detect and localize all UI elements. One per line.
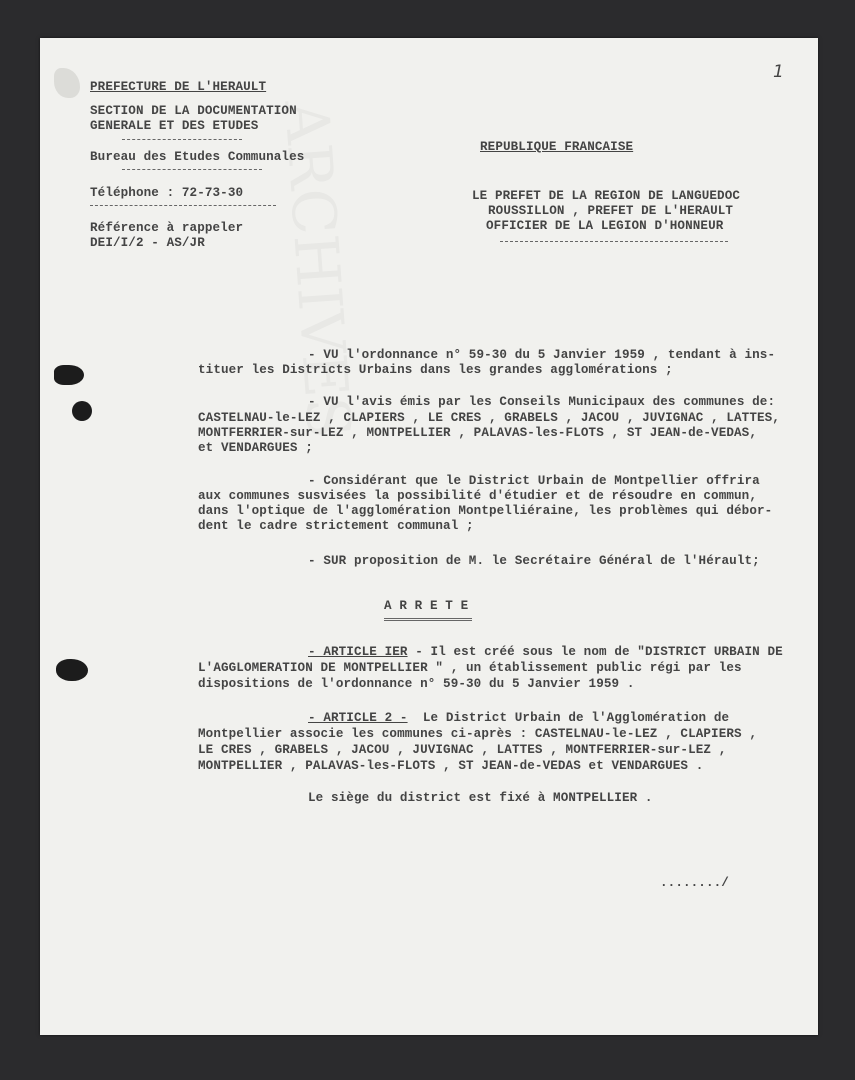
article-1-line-1 bbox=[308, 645, 783, 660]
article-2-line-1 bbox=[308, 711, 729, 726]
considerant-line-2: aux communes susvisées la possibilité d'étudier et de résoudre en commun, bbox=[198, 489, 757, 503]
divider bbox=[122, 169, 262, 170]
article-1-line-2: L'AGGLOMERATION DE MONTPELLIER " , un établissement public régi par les bbox=[198, 661, 742, 675]
sur-proposition: - SUR proposition de M. le Secrétaire Général de l'Hérault; bbox=[308, 554, 760, 568]
siege: Le siège du district est fixé à MONTPELLIER . bbox=[308, 791, 653, 805]
punch-hole-icon bbox=[72, 401, 92, 421]
divider bbox=[500, 241, 728, 242]
prefecture-title: PREFECTURE DE L'HERAULT bbox=[90, 80, 267, 94]
vu-ordonnance-line-1: - VU l'ordonnance n° 59-30 du 5 Janvier 1959 , tendant à ins- bbox=[308, 348, 776, 362]
document-page bbox=[40, 38, 818, 1035]
divider bbox=[90, 205, 276, 206]
republique-francaise: REPUBLIQUE FRANCAISE bbox=[480, 140, 634, 154]
vu-ordonnance-line-2: tituer les Districts Urbains dans les grandes agglomérations ; bbox=[198, 363, 673, 377]
vu-avis-line-4: et VENDARGUES ; bbox=[198, 441, 313, 455]
considerant-line-3: dans l'optique de l'agglomération Montpelliéraine, les problèmes qui débor- bbox=[198, 504, 773, 518]
reference-value: DEI/I/2 - AS/JR bbox=[90, 236, 205, 250]
divider bbox=[122, 139, 242, 140]
arrete-title: A R R E T E bbox=[384, 599, 469, 613]
article-2-line-3: LE CRES , GRABELS , JACOU , JUVIGNAC , LATTES , MONTFERRIER-sur-LEZ , bbox=[198, 743, 727, 757]
prefet-line-3: OFFICIER DE LA LEGION D'HONNEUR bbox=[486, 219, 724, 233]
punch-hole-icon bbox=[56, 659, 88, 681]
article-2-line-1-rest: Le District Urbain de l'Agglomération de bbox=[407, 711, 730, 725]
prefet-line-2: ROUSSILLON , PREFET DE L'HERAULT bbox=[488, 204, 734, 218]
continuation-mark: ......../ bbox=[660, 876, 729, 890]
article-1-line-3: dispositions de l'ordonnance n° 59-30 du 5 Janvier 1959 . bbox=[198, 677, 635, 691]
section-line-2: GENERALE ET DES ETUDES bbox=[90, 119, 259, 133]
punch-hole-icon bbox=[54, 365, 84, 385]
bureau: Bureau des Etudes Communales bbox=[90, 150, 305, 164]
watermark: ARCHIVES bbox=[270, 98, 364, 441]
article-1-line-1-rest: - Il est créé sous le nom de "DISTRICT URBAIN DE bbox=[407, 645, 783, 659]
article-2-line-4: MONTPELLIER , PALAVAS-les-FLOTS , ST JEAN-de-VEDAS et VENDARGUES . bbox=[198, 759, 704, 773]
vu-avis-line-2: CASTELNAU-le-LEZ , CLAPIERS , LE CRES , GRABELS , JACOU , JUVIGNAC , LATTES, bbox=[198, 411, 780, 425]
telephone: Téléphone : 72-73-30 bbox=[90, 186, 244, 200]
vu-avis-line-3: MONTFERRIER-sur-LEZ , MONTPELLIER , PALAVAS-les-FLOTS , ST JEAN-de-VEDAS, bbox=[198, 426, 757, 440]
considerant-line-1: - Considérant que le District Urbain de Montpellier offrira bbox=[308, 474, 760, 488]
article-2-line-2: Montpellier associe les communes ci-après : CASTELNAU-le-LEZ , CLAPIERS , bbox=[198, 727, 757, 741]
reference-label: Référence à rappeler bbox=[90, 221, 244, 235]
torn-corner-icon bbox=[54, 68, 80, 98]
article-1-label: - ARTICLE IER bbox=[308, 645, 408, 659]
considerant-line-4: dent le cadre strictement communal ; bbox=[198, 519, 474, 533]
article-2-label: - ARTICLE 2 - bbox=[308, 711, 408, 725]
vu-avis-line-1: - VU l'avis émis par les Conseils Municipaux des communes de: bbox=[308, 395, 776, 409]
divider bbox=[384, 618, 472, 621]
prefet-line-1: LE PREFET DE LA REGION DE LANGUEDOC bbox=[472, 189, 741, 203]
section-line-1: SECTION DE LA DOCUMENTATION bbox=[90, 104, 297, 118]
page-number: 1 bbox=[773, 62, 784, 82]
